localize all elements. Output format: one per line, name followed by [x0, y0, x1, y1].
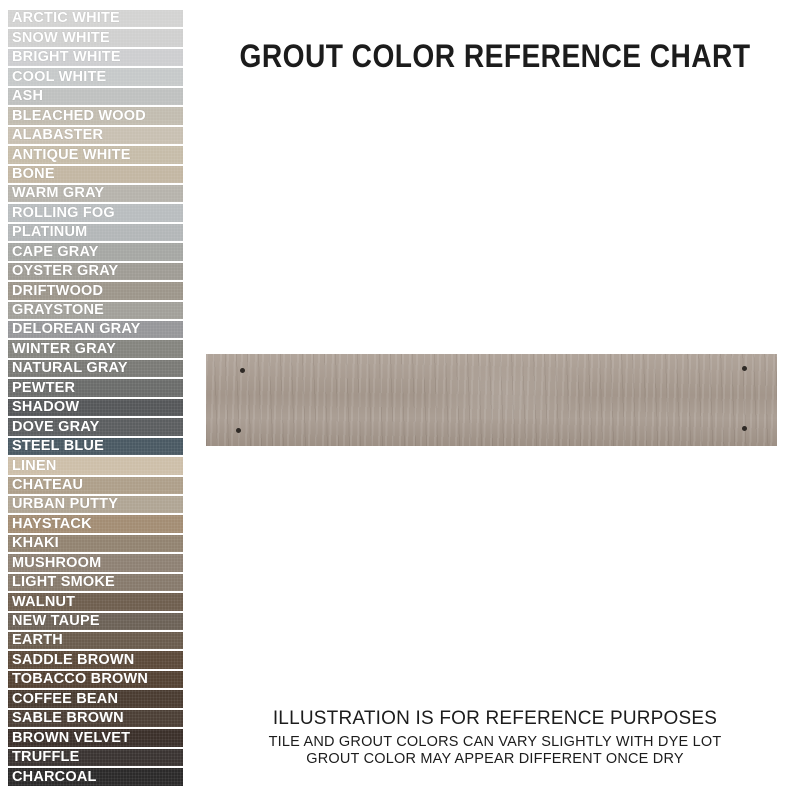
grout-swatch: CAPE GRAY	[8, 243, 183, 260]
wood-tile-illustration	[206, 354, 777, 446]
grout-swatch: URBAN PUTTY	[8, 496, 183, 513]
grout-swatch: CHARCOAL	[8, 768, 183, 785]
grout-swatch: NEW TAUPE	[8, 613, 183, 630]
grout-swatch: COFFEE BEAN	[8, 690, 183, 707]
grout-swatch: PLATINUM	[8, 224, 183, 241]
grout-swatch: TRUFFLE	[8, 749, 183, 766]
grout-swatch: TOBACCO BROWN	[8, 671, 183, 688]
grout-swatch: OYSTER GRAY	[8, 263, 183, 280]
grout-swatch: BONE	[8, 166, 183, 183]
grout-swatch: SHADOW	[8, 399, 183, 416]
grout-swatch: GRAYSTONE	[8, 302, 183, 319]
grout-swatch: WARM GRAY	[8, 185, 183, 202]
grout-swatch: ALABASTER	[8, 127, 183, 144]
grout-swatch: SADDLE BROWN	[8, 651, 183, 668]
grout-swatch: DELOREAN GRAY	[8, 321, 183, 338]
grout-swatch: BRIGHT WHITE	[8, 49, 183, 66]
grout-swatch: ROLLING FOG	[8, 204, 183, 221]
grout-swatch: CHATEAU	[8, 477, 183, 494]
grout-swatch: SNOW WHITE	[8, 29, 183, 46]
grout-swatch: LINEN	[8, 457, 183, 474]
grout-swatch: MUSHROOM	[8, 554, 183, 571]
grout-swatch: COOL WHITE	[8, 68, 183, 85]
grout-swatch: ASH	[8, 88, 183, 105]
nail-bottom-right	[742, 426, 747, 431]
nail-top-right	[742, 366, 747, 371]
grout-swatch: DRIFTWOOD	[8, 282, 183, 299]
grout-swatch: STEEL BLUE	[8, 438, 183, 455]
grout-swatch-list	[8, 10, 183, 788]
nail-top-left	[240, 368, 245, 373]
grout-swatch: LIGHT SMOKE	[8, 574, 183, 591]
notice-line-dry: GROUT COLOR MAY APPEAR DIFFERENT ONCE DRY	[306, 751, 684, 768]
grout-swatch: NATURAL GRAY	[8, 360, 183, 377]
grout-swatch: EARTH	[8, 632, 183, 649]
grout-swatch: DOVE GRAY	[8, 418, 183, 435]
grout-swatch: KHAKI	[8, 535, 183, 552]
grout-swatch: SABLE BROWN	[8, 710, 183, 727]
reference-notice	[200, 708, 790, 767]
nail-bottom-left	[236, 428, 241, 433]
grout-swatch: ANTIQUE WHITE	[8, 146, 183, 163]
grout-swatch: ARCTIC WHITE	[8, 10, 183, 27]
grout-swatch: BLEACHED WOOD	[8, 107, 183, 124]
grout-swatch: WINTER GRAY	[8, 340, 183, 357]
grout-swatch: BROWN VELVET	[8, 729, 183, 746]
notice-line-dye-lot: TILE AND GROUT COLORS CAN VARY SLIGHTLY WITH DYE LOT	[268, 734, 722, 750]
grout-swatch: PEWTER	[8, 379, 183, 396]
grout-swatch: WALNUT	[8, 593, 183, 610]
notice-title: ILLUSTRATION IS FOR REFERENCE PURPOSES	[272, 708, 718, 729]
grout-swatch: HAYSTACK	[8, 515, 183, 532]
chart-title: GROUT COLOR REFERENCE CHART	[239, 38, 751, 74]
